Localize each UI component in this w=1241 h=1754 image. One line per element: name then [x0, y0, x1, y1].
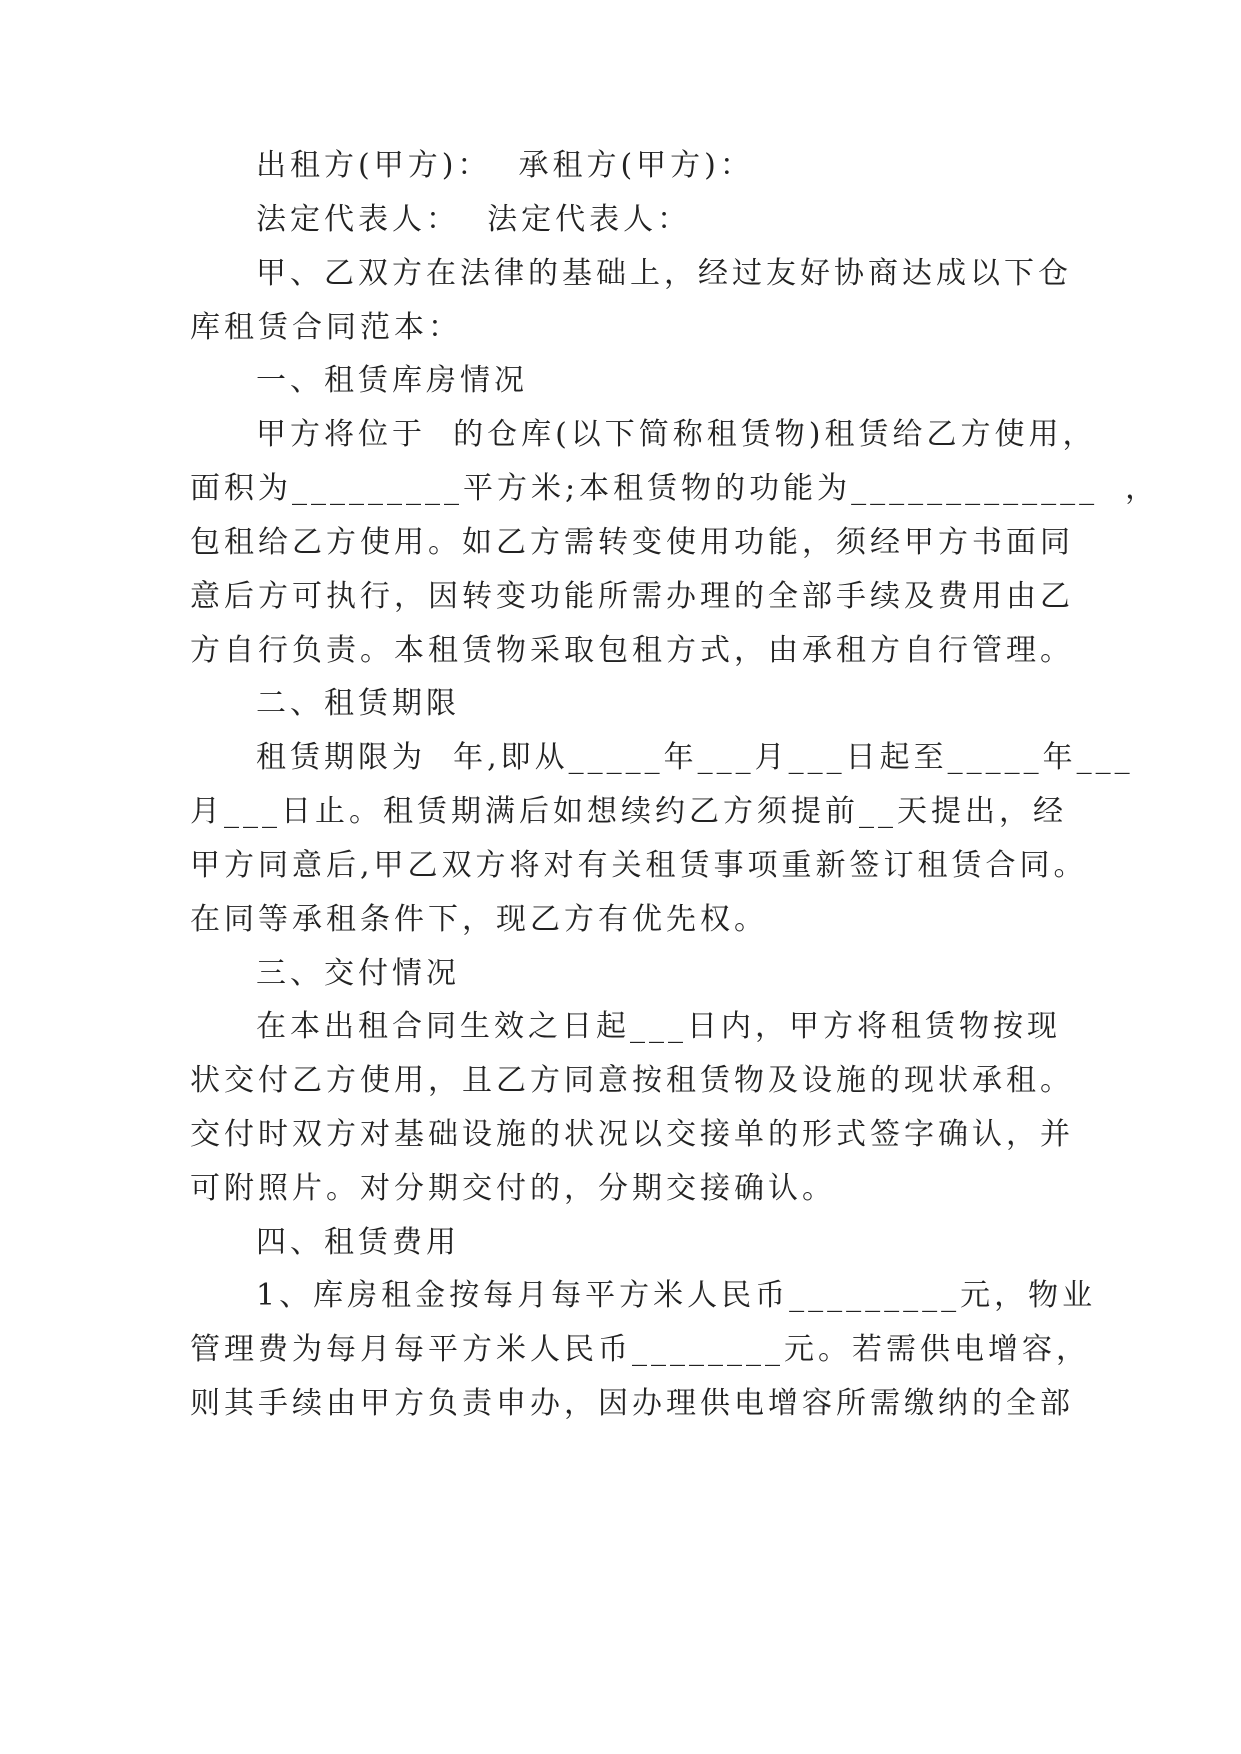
section-4-line-1: 1、库房租金按每月每平方米人民币_________元，物业: [256, 1278, 1097, 1313]
section-4-line-3: 则其手续由甲方负责申办，因办理供电增容所需缴纳的全部: [190, 1386, 1074, 1421]
section-1-line-4: 意后方可执行，因转变功能所需办理的全部手续及费用由乙: [190, 579, 1074, 614]
section-heading-4: 四、租赁费用: [256, 1225, 460, 1260]
section-heading-3: 三、交付情况: [256, 956, 460, 991]
section-3-line-4: 可附照片。对分期交付的，分期交接确认。: [190, 1171, 836, 1206]
section-1-line-5: 方自行负责。本租赁物采取包租方式，由承租方自行管理。: [190, 633, 1074, 668]
legal-representative-line: 法定代表人： 法定代表人：: [256, 202, 692, 237]
section-4-line-2: 管理费为每月每平方米人民币________元。若需供电增容，: [190, 1332, 1090, 1367]
preamble-line-2: 库租赁合同范本：: [190, 310, 462, 345]
section-heading-1: 一、租赁库房情况: [256, 363, 528, 398]
section-heading-2: 二、租赁期限: [256, 686, 460, 721]
preamble-line-1: 甲、乙双方在法律的基础上，经过友好协商达成以下仓: [256, 256, 1072, 291]
section-3-line-3: 交付时双方对基础设施的状况以交接单的形式签字确认，并: [190, 1117, 1074, 1152]
section-2-line-3: 甲方同意后,甲乙双方将对有关租赁事项重新签订租赁合同。: [190, 848, 1088, 883]
section-2-line-2: 月___日止。租赁期满后如想续约乙方须提前__天提出，经: [190, 794, 1067, 829]
section-3-line-1: 在本出租合同生效之日起___日内，甲方将租赁物按现: [256, 1009, 1061, 1044]
section-3-line-2: 状交付乙方使用，且乙方同意按租赁物及设施的现状承租。: [190, 1063, 1074, 1098]
lessor-lessee-line: 出租方(甲方)： 承租方(甲方)：: [256, 148, 754, 183]
section-1-line-3: 包租给乙方使用。如乙方需转变使用功能，须经甲方书面同: [190, 525, 1074, 560]
section-1-line-1: 甲方将位于 的仓库(以下简称租赁物)租赁给乙方使用，: [256, 417, 1097, 452]
section-2-line-4: 在同等承租条件下，现乙方有优先权。: [190, 902, 768, 937]
section-2-line-1: 租赁期限为 年,即从_____年___月___日起至_____年___: [256, 740, 1134, 775]
section-1-line-2: 面积为_________平方米;本租赁物的功能为_____________ ，: [190, 471, 1160, 506]
